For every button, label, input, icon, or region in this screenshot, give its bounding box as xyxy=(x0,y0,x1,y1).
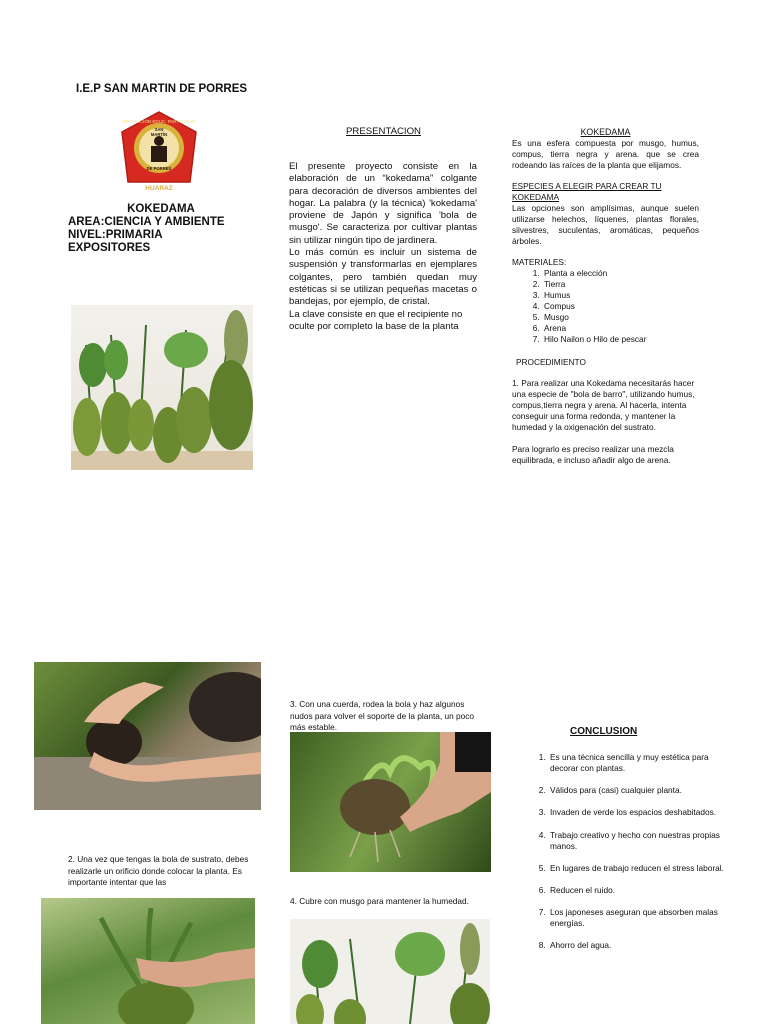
hands-planting-photo xyxy=(41,898,255,1024)
step1-text: 1. Para realizar una Kokedama necesitarás hacer una especie de "bola de barro", utilizando humus, compus,tierra negra y arena. Al hacerla, intenta conseguir una forma redonda, y mantener la humedad y la oxigenación del sustrato. xyxy=(512,378,695,432)
presentacion-paragraph: Lo más común es incluir un sistema de suspensión y transformarlas en ejemplares colgantes, pero también quedan muy estéticas si se utilizan pequeñas macetas o bandejas, por ejemplo, de cristal. xyxy=(289,247,477,308)
presentacion-body xyxy=(289,161,477,333)
list-item: 7. Los japoneses aseguran que absorben malas energías. xyxy=(548,907,738,929)
logo-arc-text: INSTITUCIÓN EDUC. PARTICULAR xyxy=(122,119,196,124)
school-logo xyxy=(118,110,200,196)
list-item: 4. Compus xyxy=(542,301,699,312)
area-line: AREA:CIENCIA Y AMBIENTE xyxy=(68,216,225,228)
presentacion-heading: PRESENTACION xyxy=(346,126,421,137)
list-item: 1. Planta a elección xyxy=(542,268,699,279)
materials-list xyxy=(512,268,699,345)
logo-city: HUARAZ xyxy=(145,185,173,192)
list-item: 5. En lugares de trabajo reducen el stress laboral. xyxy=(548,863,738,874)
list-item: 8. Ahorro del agua. xyxy=(548,940,738,951)
kokedama-column xyxy=(512,127,699,466)
step3-text: 3. Con una cuerda, rodea la bola y haz algunos nudos para volver el soporte de la planta, un poco más estable. xyxy=(290,699,475,732)
species-heading: ESPECIES A ELEGIR PARA CREAR TU KOKEDAMA xyxy=(512,181,662,202)
kokedama-heading: KOKEDAMA xyxy=(580,127,631,137)
intro-block xyxy=(68,203,254,255)
list-item: 4. Trabajo creativo y hecho con nuestras propias manos. xyxy=(548,830,738,852)
step1b-text: Para lograrlo es preciso realizar una mezcla equilibrada, e incluso añadir algo de arena. xyxy=(512,444,674,465)
step4-text: 4. Cubre con musgo para mantener la humedad. xyxy=(290,896,469,906)
brochure-title: KOKEDAMA xyxy=(127,203,195,215)
hands-soil-photo xyxy=(34,662,261,810)
logo-name-line: DE PORRES xyxy=(146,166,172,171)
list-item: 7. Hilo Nailon o Hilo de pescar xyxy=(542,334,699,345)
kokedama-spheres-photo xyxy=(71,305,253,470)
materials-heading: MATERIALES: xyxy=(512,257,567,267)
logo-name-line: SAN xyxy=(154,127,164,132)
step2-text: 2. Una vez que tengas la bola de sustrato, debes realizarle un orificio donde colocar la planta. Es importante intentar que las xyxy=(68,854,249,887)
level-line: NIVEL:PRIMARIA xyxy=(68,229,163,241)
list-item: 2. Válidos para (casi) cualquier planta. xyxy=(548,785,738,796)
list-item: 6. Reducen el ruido. xyxy=(548,885,738,896)
list-item: 3. Invaden de verde los espacios deshabitados. xyxy=(548,807,738,818)
kokedama-group-photo xyxy=(290,919,490,1024)
list-item: 5. Musgo xyxy=(542,312,699,323)
conclusion-list xyxy=(512,752,738,963)
kokedama-definition: Es una esfera compuesta por musgo, humus, compus, tierra negra y arena. que se crea rodeando las raíces de la planta que elijamos. xyxy=(512,138,699,170)
conclusion-heading: CONCLUSION xyxy=(570,726,638,737)
logo-name-line: MARTÍN xyxy=(150,132,168,137)
list-item: 2. Tierra xyxy=(542,279,699,290)
school-name: I.E.P SAN MARTIN DE PORRES xyxy=(76,83,248,95)
list-item: 3. Humus xyxy=(542,290,699,301)
presenters-line: EXPOSITORES xyxy=(68,242,151,254)
presentacion-paragraph: El presente proyecto consiste en la elaboración de un “kokedama” colgante para decoración de diversos ambientes del hogar. La palabra (y la técnica) 'kokedama' proviene de Japón y significa 'bola de musgo'. Se caracteriza por cultivar plantas sin utilizar ningún tipo de jardinera. xyxy=(289,161,477,246)
list-item: 6. Arena xyxy=(542,323,699,334)
kokedama-roots-photo xyxy=(290,732,491,872)
species-text: Las opciones son amplísimas, aunque suelen utilizarse helechos, líquenes, plantas florales, silvestres, suculentas, aromáticas, pequeños árboles. xyxy=(512,203,699,246)
presentacion-paragraph: La clave consiste en que el recipiente no oculte por completo la base de la planta xyxy=(289,308,463,332)
list-item: 1. Es una técnica sencilla y muy estética para decorar con plantas. xyxy=(548,752,738,774)
procedure-heading: PROCEDIMIENTO xyxy=(516,357,586,367)
